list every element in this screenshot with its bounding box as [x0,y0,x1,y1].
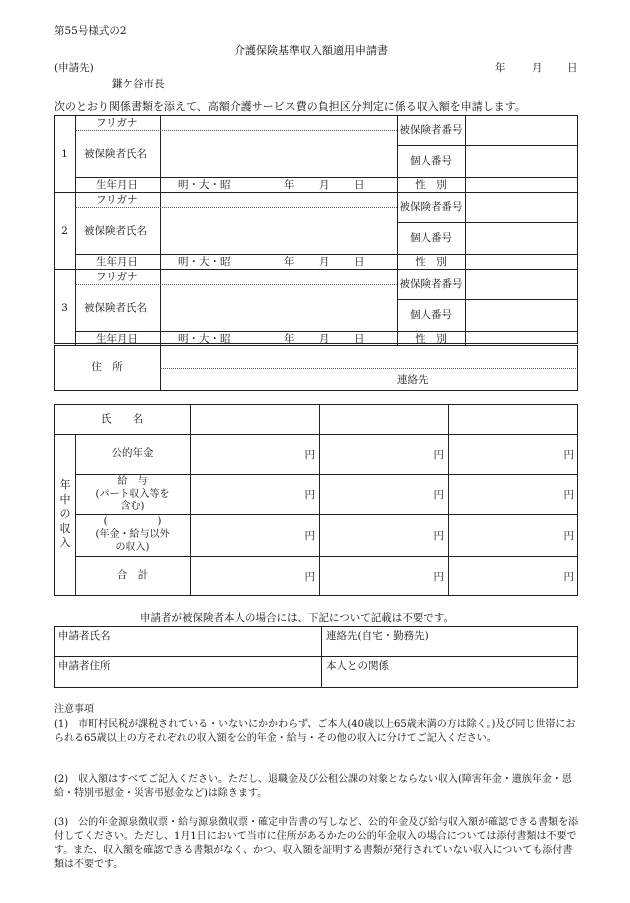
insured-number-label: 被保険者番号 [399,124,463,136]
applicant-name-field[interactable] [56,644,319,655]
furigana-label: フリガナ [96,194,138,206]
total-label: 合 計 [116,569,149,581]
insured-number-field[interactable] [466,116,577,144]
insured-number-field[interactable] [466,270,577,298]
birth-label: 生年月日 [96,333,138,345]
insured-name-field[interactable] [161,132,396,176]
yen-unit: 円 [433,489,444,501]
income-amount-field[interactable] [449,435,561,473]
salary-label-1: 給 与 [117,476,148,487]
birth-label: 生年月日 [96,179,138,191]
note-2: (2) 収入額はすべてご記入ください。ただし、退職金及び公租公課の対象とならない収入(障害年金・遺族年金・恩給・特別弔慰金・災害弔慰金など)は除きます。 [54,774,572,799]
sex-label: 性 別 [415,179,447,191]
income-amount-field[interactable] [320,515,431,555]
date-year: 年 [495,62,506,74]
personal-number-field[interactable] [466,300,577,330]
yen-unit: 円 [304,449,315,461]
furigana-field[interactable] [161,270,396,283]
income-amount-field[interactable] [449,557,561,595]
note-1: (1) 市町村民税が課税されている・いないにかかわらず、ご本人(40歳以上65歳未満の方は除く。)及び同じ世帯におられる65歳以上の方それぞれの収入額を公的年金・給与・その他の収入に分けてご記入ください。 [54,719,576,744]
furigana-label: フリガナ [96,117,138,129]
sex-label: 性 別 [415,333,447,345]
insured-number-label: 被保険者番号 [399,201,463,213]
addressee: 鎌ケ谷市長 [112,78,165,90]
yen-unit: 円 [304,530,315,542]
form-title: 介護保険基準収入額適用申請書 [234,44,388,57]
birth-era[interactable]: 明・大・昭 [178,256,231,268]
row-number: 1 [61,148,68,160]
contact-field[interactable] [440,370,576,390]
yen-unit: 円 [304,571,315,583]
row-number: 3 [61,302,68,314]
date-day: 日 [567,62,578,74]
birth-era[interactable]: 明・大・昭 [178,179,231,191]
birth-day: 日 [354,179,365,191]
income-amount-field[interactable] [191,515,302,555]
personal-number-field[interactable] [466,223,577,253]
applicant-note: 申請者が被保険者本人の場合には、下記について記載は不要です。 [140,612,454,624]
income-amount-field[interactable] [320,557,431,595]
applicant-relation-label: 本人との関係 [326,660,389,672]
applicant-contact-label: 連絡先(自宅・勤務先) [326,630,429,642]
date-month: 月 [532,62,543,74]
sex-field[interactable] [466,332,577,345]
insured-number-label: 被保険者番号 [399,278,463,290]
other-label-3: の収入) [115,542,150,553]
income-amount-field[interactable] [320,435,431,473]
income-person-name-field[interactable] [320,405,447,433]
furigana-label: フリガナ [96,271,138,283]
birth-label: 生年月日 [96,256,138,268]
birth-month: 月 [319,179,330,191]
personal-number-label: 個人番号 [410,155,452,167]
income-amount-field[interactable] [320,475,431,513]
contact-label: 連絡先 [397,374,429,386]
notes-heading: 注意事項 [54,704,94,715]
yen-unit: 円 [433,449,444,461]
other-label-2: (年金・給与以外 [95,529,170,540]
personal-number-label: 個人番号 [410,232,452,244]
salary-label-2: (パート収入等を [95,489,170,500]
income-name-header: 氏 名 [101,413,143,425]
form-number: 第55号様式の2 [54,25,127,37]
insured-name-label: 被保険者氏名 [84,302,147,314]
furigana-field[interactable] [161,116,396,129]
birth-year: 年 [284,333,295,345]
birth-month: 月 [319,256,330,268]
insured-name-field[interactable] [161,286,396,330]
income-person-name-field[interactable] [191,405,318,433]
income-amount-field[interactable] [449,475,561,513]
sex-field[interactable] [466,255,577,268]
yen-unit: 円 [433,530,444,542]
applicant-relation-field[interactable] [323,674,576,686]
birth-year: 年 [284,179,295,191]
insured-name-label: 被保険者氏名 [84,148,147,160]
birth-month: 月 [319,333,330,345]
applicant-address-label: 申請者住所 [58,660,111,672]
pension-label: 公的年金 [111,447,154,459]
intro-text: 次のとおり関係書類を添えて、高額介護サービス費の負担区分判定に係る収入額を申請します。 [54,100,526,113]
applicant-name-label: 申請者氏名 [58,630,111,642]
yen-unit: 円 [563,449,574,461]
yen-unit: 円 [563,571,574,583]
note-3: (3) 公的年金源泉徴収票・給与源泉徴収票・確定申告書の写しなど、公的年金及び給与収入額が確認できる書類を添付してください。ただし、1月1日において当市に住所があるかたの公的年金収入の場合については添付書類は不要です。また、収入額を確認できる書類がなく、かつ、収入額を証明する書類が発行されていない収入についても添付書類は不要です。 [54,817,579,870]
other-label-1: ( ) [103,516,162,527]
addressee-label: (申請先) [54,62,94,74]
yen-unit: 円 [433,571,444,583]
yen-unit: 円 [563,489,574,501]
yen-unit: 円 [304,489,315,501]
insured-number-field[interactable] [466,193,577,221]
birth-day: 日 [354,333,365,345]
income-person-name-field[interactable] [449,405,576,433]
personal-number-field[interactable] [466,146,577,176]
sex-label: 性 別 [415,256,447,268]
birth-year: 年 [284,256,295,268]
address-label: 住 所 [91,361,123,373]
insured-name-field[interactable] [161,209,396,253]
income-amount-field[interactable] [191,475,302,513]
furigana-field[interactable] [161,193,396,206]
sex-field[interactable] [466,178,577,191]
yen-unit: 円 [563,530,574,542]
address-field[interactable] [161,346,577,367]
personal-number-label: 個人番号 [410,309,452,321]
applicant-contact-field[interactable] [323,644,576,655]
income-amount-field[interactable] [191,435,302,473]
insured-name-label: 被保険者氏名 [84,225,147,237]
birth-era[interactable]: 明・大・昭 [178,333,231,345]
applicant-address-field[interactable] [56,674,319,686]
income-amount-field[interactable] [191,557,302,595]
income-side-label: 年中の収入 [59,478,71,549]
row-number: 2 [61,225,68,237]
salary-label-3: 含む) [120,501,145,512]
income-amount-field[interactable] [449,515,561,555]
birth-day: 日 [354,256,365,268]
